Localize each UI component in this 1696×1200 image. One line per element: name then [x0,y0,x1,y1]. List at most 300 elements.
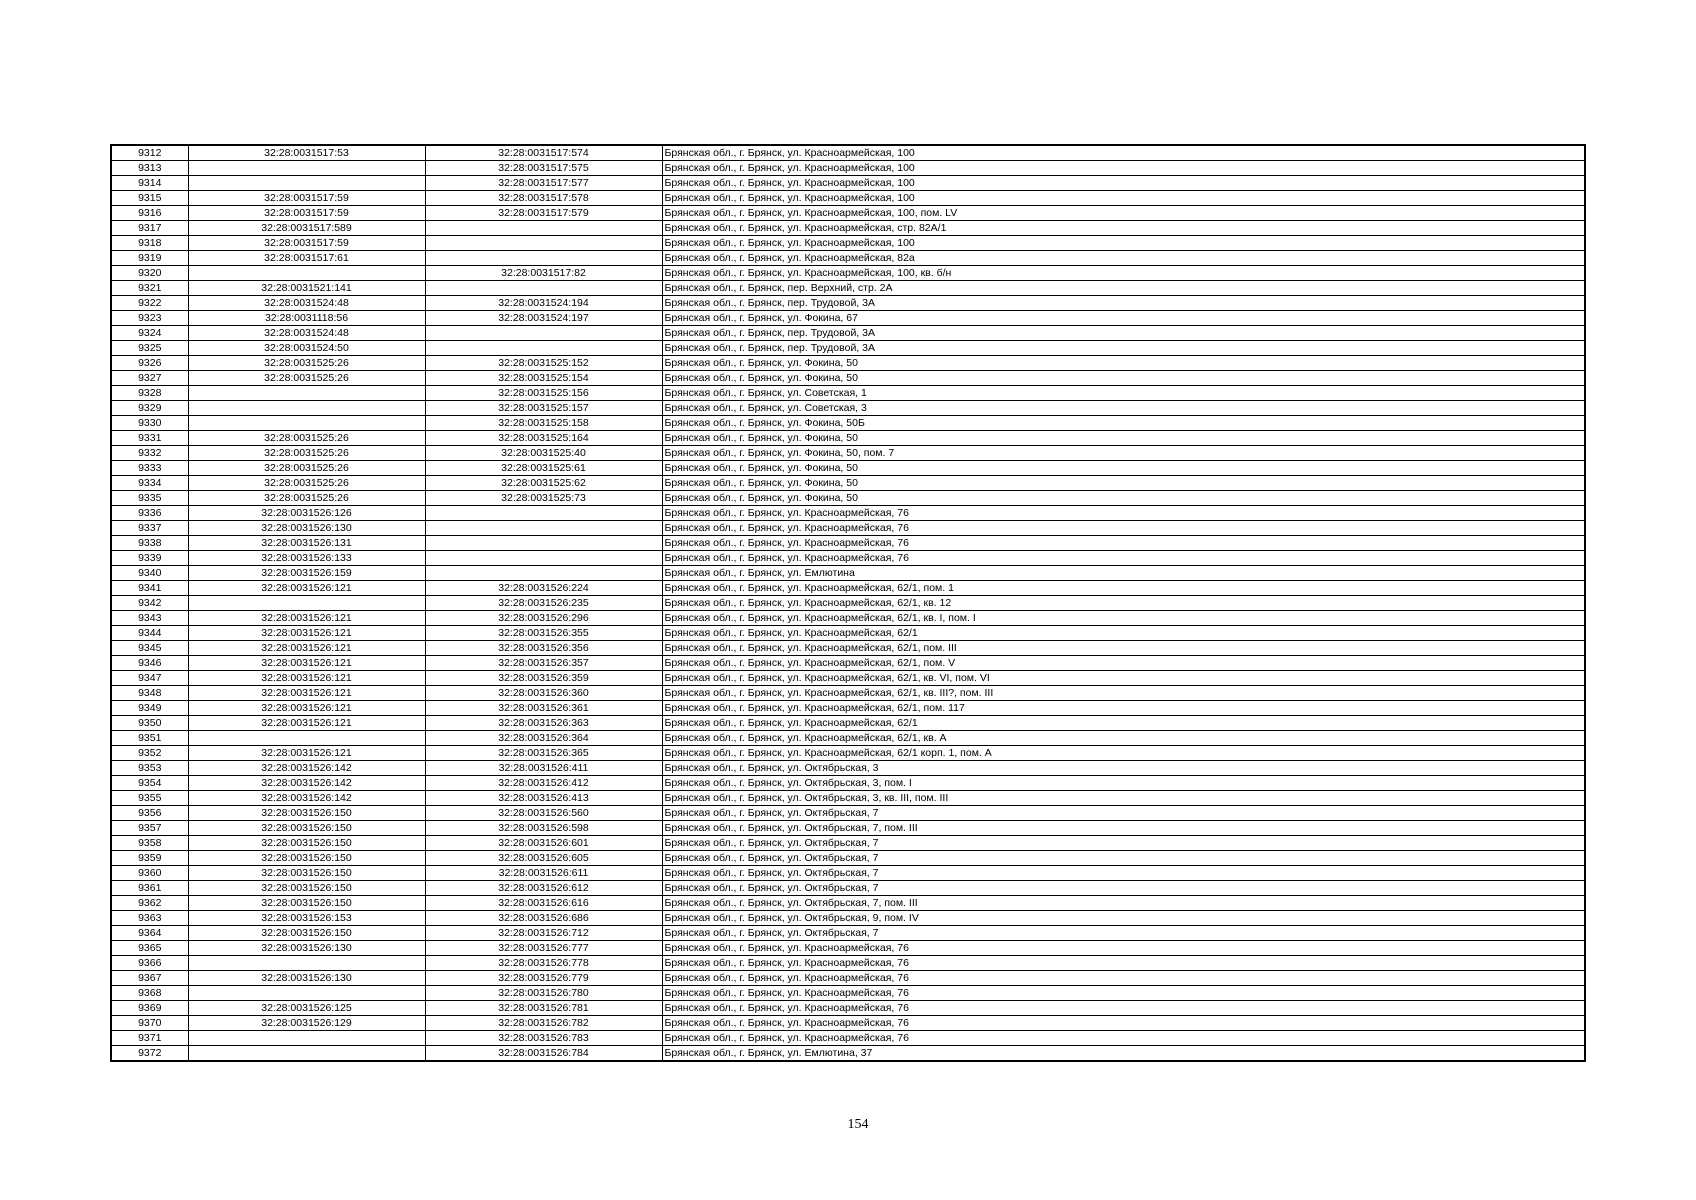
land-cadastral-number-cell: 32:28:0031526:130 [188,941,425,956]
address-cell: Брянская обл., г. Брянск, ул. Октябрьская, 7 [662,806,1585,821]
address-cell: Брянская обл., г. Брянск, ул. Октябрьская, 7 [662,836,1585,851]
table-row [111,701,1585,716]
row-number-cell: 9330 [111,416,188,431]
table-row [111,371,1585,386]
land-cadastral-number-cell: 32:28:0031526:150 [188,851,425,866]
row-number-cell: 9316 [111,206,188,221]
row-number-cell: 9327 [111,371,188,386]
table-row [111,326,1585,341]
object-cadastral-number-cell [425,521,662,536]
object-cadastral-number-cell [425,236,662,251]
table-row [111,281,1585,296]
row-number-cell: 9362 [111,896,188,911]
land-cadastral-number-cell: 32:28:0031524:48 [188,326,425,341]
object-cadastral-number-cell: 32:28:0031526:781 [425,1001,662,1016]
address-cell: Брянская обл., г. Брянск, ул. Красноармейская, 100, пом. LV [662,206,1585,221]
table-row [111,1001,1585,1016]
land-cadastral-number-cell: 32:28:0031526:121 [188,671,425,686]
land-cadastral-number-cell: 32:28:0031526:142 [188,791,425,806]
table-row [111,866,1585,881]
table-row [111,1046,1585,1062]
object-cadastral-number-cell: 32:28:0031526:598 [425,821,662,836]
row-number-cell: 9354 [111,776,188,791]
table-row [111,476,1585,491]
object-cadastral-number-cell [425,506,662,521]
row-number-cell: 9334 [111,476,188,491]
object-cadastral-number-cell: 32:28:0031517:574 [425,145,662,161]
address-cell: Брянская обл., г. Брянск, ул. Октябрьская, 7, пом. III [662,896,1585,911]
object-cadastral-number-cell: 32:28:0031526:780 [425,986,662,1001]
address-cell: Брянская обл., г. Брянск, ул. Фокина, 67 [662,311,1585,326]
land-cadastral-number-cell: 32:28:0031526:129 [188,1016,425,1031]
table-row [111,821,1585,836]
object-cadastral-number-cell: 32:28:0031526:365 [425,746,662,761]
land-cadastral-number-cell: 32:28:0031526:150 [188,821,425,836]
address-cell: Брянская обл., г. Брянск, ул. Октябрьская, 3 [662,761,1585,776]
table-row [111,431,1585,446]
land-cadastral-number-cell [188,1046,425,1062]
row-number-cell: 9347 [111,671,188,686]
table-row [111,836,1585,851]
object-cadastral-number-cell [425,536,662,551]
address-cell: Брянская обл., г. Брянск, ул. Октябрьская, 3, пом. I [662,776,1585,791]
address-cell: Брянская обл., г. Брянск, ул. Красноармейская, 100 [662,145,1585,161]
object-cadastral-number-cell: 32:28:0031526:778 [425,956,662,971]
address-cell: Брянская обл., г. Брянск, ул. Фокина, 50Б [662,416,1585,431]
land-cadastral-number-cell: 32:28:0031525:26 [188,461,425,476]
land-cadastral-number-cell: 32:28:0031526:121 [188,746,425,761]
land-cadastral-number-cell [188,176,425,191]
land-cadastral-number-cell: 32:28:0031517:53 [188,145,425,161]
row-number-cell: 9369 [111,1001,188,1016]
address-cell: Брянская обл., г. Брянск, ул. Фокина, 50 [662,371,1585,386]
table-row [111,1031,1585,1046]
table-row [111,191,1585,206]
row-number-cell: 9359 [111,851,188,866]
object-cadastral-number-cell: 32:28:0031526:779 [425,971,662,986]
object-cadastral-number-cell [425,326,662,341]
row-number-cell: 9340 [111,566,188,581]
object-cadastral-number-cell: 32:28:0031526:777 [425,941,662,956]
object-cadastral-number-cell: 32:28:0031526:601 [425,836,662,851]
row-number-cell: 9351 [111,731,188,746]
land-cadastral-number-cell: 32:28:0031525:26 [188,476,425,491]
table-row [111,296,1585,311]
row-number-cell: 9349 [111,701,188,716]
table-row [111,221,1585,236]
land-cadastral-number-cell: 32:28:0031526:130 [188,521,425,536]
table-row [111,461,1585,476]
land-cadastral-number-cell: 32:28:0031526:121 [188,641,425,656]
address-cell: Брянская обл., г. Брянск, ул. Красноармейская, 62/1 [662,626,1585,641]
land-cadastral-number-cell: 32:28:0031526:150 [188,926,425,941]
row-number-cell: 9337 [111,521,188,536]
address-cell: Брянская обл., г. Брянск, пер. Трудовой, 3А [662,341,1585,356]
address-cell: Брянская обл., г. Брянск, ул. Емлютина, 37 [662,1046,1585,1062]
land-cadastral-number-cell: 32:28:0031526:142 [188,776,425,791]
object-cadastral-number-cell: 32:28:0031526:411 [425,761,662,776]
object-cadastral-number-cell: 32:28:0031526:784 [425,1046,662,1062]
address-cell: Брянская обл., г. Брянск, ул. Красноармейская, 76 [662,941,1585,956]
object-cadastral-number-cell: 32:28:0031525:152 [425,356,662,371]
land-cadastral-number-cell: 32:28:0031517:59 [188,191,425,206]
row-number-cell: 9339 [111,551,188,566]
row-number-cell: 9332 [111,446,188,461]
address-cell: Брянская обл., г. Брянск, ул. Красноармейская, 62/1, кв. А [662,731,1585,746]
address-cell: Брянская обл., г. Брянск, ул. Красноармейская, 76 [662,986,1585,1001]
table-row [111,776,1585,791]
object-cadastral-number-cell: 32:28:0031526:605 [425,851,662,866]
object-cadastral-number-cell: 32:28:0031525:61 [425,461,662,476]
page-number: 154 [847,1117,869,1132]
table-row [111,926,1585,941]
table-row [111,641,1585,656]
table-row [111,686,1585,701]
table-row [111,716,1585,731]
land-cadastral-number-cell: 32:28:0031526:126 [188,506,425,521]
object-cadastral-number-cell: 32:28:0031526:783 [425,1031,662,1046]
address-cell: Брянская обл., г. Брянск, ул. Красноармейская, 62/1, кв. I, пом. I [662,611,1585,626]
address-cell: Брянская обл., г. Брянск, ул. Красноармейская, стр. 82А/1 [662,221,1585,236]
object-cadastral-number-cell: 32:28:0031526:224 [425,581,662,596]
row-number-cell: 9329 [111,401,188,416]
address-cell: Брянская обл., г. Брянск, ул. Октябрьская, 7, пом. III [662,821,1585,836]
land-cadastral-number-cell: 32:28:0031526:121 [188,716,425,731]
row-number-cell: 9372 [111,1046,188,1062]
object-cadastral-number-cell [425,551,662,566]
object-cadastral-number-cell: 32:28:0031525:164 [425,431,662,446]
row-number-cell: 9331 [111,431,188,446]
object-cadastral-number-cell: 32:28:0031526:357 [425,656,662,671]
land-cadastral-number-cell: 32:28:0031526:125 [188,1001,425,1016]
object-cadastral-number-cell: 32:28:0031526:611 [425,866,662,881]
address-cell: Брянская обл., г. Брянск, ул. Советская, 3 [662,401,1585,416]
land-cadastral-number-cell: 32:28:0031517:59 [188,206,425,221]
table-row [111,356,1585,371]
address-cell: Брянская обл., г. Брянск, ул. Красноармейская, 62/1, пом. III [662,641,1585,656]
row-number-cell: 9358 [111,836,188,851]
row-number-cell: 9341 [111,581,188,596]
table-row [111,551,1585,566]
object-cadastral-number-cell: 32:28:0031525:158 [425,416,662,431]
address-cell: Брянская обл., г. Брянск, ул. Красноармейская, 62/1, кв. 12 [662,596,1585,611]
address-cell: Брянская обл., г. Брянск, ул. Красноармейская, 62/1, кв. VI, пом. VI [662,671,1585,686]
address-cell: Брянская обл., г. Брянск, ул. Емлютина [662,566,1585,581]
row-number-cell: 9346 [111,656,188,671]
address-cell: Брянская обл., г. Брянск, ул. Красноармейская, 76 [662,1016,1585,1031]
row-number-cell: 9366 [111,956,188,971]
row-number-cell: 9356 [111,806,188,821]
land-cadastral-number-cell: 32:28:0031526:130 [188,971,425,986]
land-cadastral-number-cell: 32:28:0031526:150 [188,866,425,881]
land-cadastral-number-cell [188,596,425,611]
table-row [111,311,1585,326]
address-cell: Брянская обл., г. Брянск, ул. Октябрьская, 7 [662,866,1585,881]
object-cadastral-number-cell: 32:28:0031525:62 [425,476,662,491]
row-number-cell: 9343 [111,611,188,626]
land-cadastral-number-cell: 32:28:0031526:121 [188,611,425,626]
row-number-cell: 9323 [111,311,188,326]
row-number-cell: 9322 [111,296,188,311]
object-cadastral-number-cell: 32:28:0031526:296 [425,611,662,626]
table-row [111,626,1585,641]
table-row [111,581,1585,596]
row-number-cell: 9313 [111,161,188,176]
row-number-cell: 9320 [111,266,188,281]
address-cell: Брянская обл., г. Брянск, ул. Фокина, 50 [662,431,1585,446]
object-cadastral-number-cell [425,566,662,581]
row-number-cell: 9342 [111,596,188,611]
address-cell: Брянская обл., г. Брянск, ул. Красноармейская, 62/1, пом. 117 [662,701,1585,716]
object-cadastral-number-cell: 32:28:0031526:355 [425,626,662,641]
land-cadastral-number-cell: 32:28:0031517:59 [188,236,425,251]
object-cadastral-number-cell: 32:28:0031525:154 [425,371,662,386]
land-cadastral-number-cell: 32:28:0031526:131 [188,536,425,551]
object-cadastral-number-cell: 32:28:0031517:579 [425,206,662,221]
land-cadastral-number-cell: 32:28:0031526:121 [188,686,425,701]
address-cell: Брянская обл., г. Брянск, ул. Фокина, 50, пом. 7 [662,446,1585,461]
address-cell: Брянская обл., г. Брянск, ул. Октябрьская, 7 [662,881,1585,896]
address-cell: Брянская обл., г. Брянск, ул. Красноармейская, 76 [662,506,1585,521]
object-cadastral-number-cell: 32:28:0031526:364 [425,731,662,746]
land-cadastral-number-cell: 32:28:0031525:26 [188,371,425,386]
table-row [111,731,1585,746]
object-cadastral-number-cell: 32:28:0031517:577 [425,176,662,191]
table-row [111,761,1585,776]
object-cadastral-number-cell: 32:28:0031524:194 [425,296,662,311]
object-cadastral-number-cell: 32:28:0031526:560 [425,806,662,821]
land-cadastral-number-cell [188,986,425,1001]
table-row [111,506,1585,521]
land-cadastral-number-cell: 32:28:0031517:61 [188,251,425,266]
table-row [111,596,1585,611]
address-cell: Брянская обл., г. Брянск, пер. Трудовой, 3А [662,326,1585,341]
object-cadastral-number-cell: 32:28:0031526:235 [425,596,662,611]
land-cadastral-number-cell: 32:28:0031526:150 [188,881,425,896]
table-row [111,521,1585,536]
land-cadastral-number-cell: 32:28:0031526:153 [188,911,425,926]
table-row [111,161,1585,176]
address-cell: Брянская обл., г. Брянск, ул. Красноармейская, 62/1, пом. V [662,656,1585,671]
object-cadastral-number-cell: 32:28:0031526:782 [425,1016,662,1031]
table-row [111,671,1585,686]
row-number-cell: 9361 [111,881,188,896]
land-cadastral-number-cell: 32:28:0031524:50 [188,341,425,356]
table-row [111,446,1585,461]
table-row [111,176,1585,191]
object-cadastral-number-cell: 32:28:0031517:575 [425,161,662,176]
address-cell: Брянская обл., г. Брянск, ул. Красноармейская, 62/1, пом. 1 [662,581,1585,596]
object-cadastral-number-cell: 32:28:0031517:578 [425,191,662,206]
land-cadastral-number-cell: 32:28:0031526:121 [188,701,425,716]
land-cadastral-number-cell: 32:28:0031525:26 [188,356,425,371]
table-row [111,491,1585,506]
address-cell: Брянская обл., г. Брянск, ул. Красноармейская, 76 [662,956,1585,971]
object-cadastral-number-cell: 32:28:0031526:686 [425,911,662,926]
row-number-cell: 9353 [111,761,188,776]
table-row [111,956,1585,971]
row-number-cell: 9335 [111,491,188,506]
land-cadastral-number-cell [188,416,425,431]
land-cadastral-number-cell [188,1031,425,1046]
address-cell: Брянская обл., г. Брянск, ул. Октябрьская, 3, кв. III, пом. III [662,791,1585,806]
object-cadastral-number-cell: 32:28:0031526:360 [425,686,662,701]
table-row [111,566,1585,581]
table-row [111,851,1585,866]
land-cadastral-number-cell: 32:28:0031526:121 [188,656,425,671]
address-cell: Брянская обл., г. Брянск, ул. Фокина, 50 [662,476,1585,491]
land-cadastral-number-cell [188,161,425,176]
row-number-cell: 9321 [111,281,188,296]
land-cadastral-number-cell [188,731,425,746]
table-row [111,941,1585,956]
land-cadastral-number-cell [188,266,425,281]
land-cadastral-number-cell: 32:28:0031526:150 [188,836,425,851]
address-cell: Брянская обл., г. Брянск, ул. Красноармейская, 76 [662,536,1585,551]
land-cadastral-number-cell: 32:28:0031526:150 [188,896,425,911]
object-cadastral-number-cell: 32:28:0031526:616 [425,896,662,911]
table-row [111,971,1585,986]
row-number-cell: 9355 [111,791,188,806]
address-cell: Брянская обл., г. Брянск, ул. Октябрьская, 7 [662,926,1585,941]
object-cadastral-number-cell: 32:28:0031526:412 [425,776,662,791]
table-row [111,881,1585,896]
table-row [111,791,1585,806]
row-number-cell: 9367 [111,971,188,986]
cadastral-table [110,144,1586,1062]
address-cell: Брянская обл., г. Брянск, ул. Красноармейская, 82а [662,251,1585,266]
object-cadastral-number-cell: 32:28:0031526:712 [425,926,662,941]
address-cell: Брянская обл., г. Брянск, ул. Красноармейская, 62/1 [662,716,1585,731]
land-cadastral-number-cell: 32:28:0031526:133 [188,551,425,566]
table-row [111,251,1585,266]
address-cell: Брянская обл., г. Брянск, ул. Красноармейская, 76 [662,1001,1585,1016]
address-cell: Брянская обл., г. Брянск, ул. Красноармейская, 100 [662,236,1585,251]
table-row [111,266,1585,281]
land-cadastral-number-cell: 32:28:0031526:142 [188,761,425,776]
row-number-cell: 9345 [111,641,188,656]
object-cadastral-number-cell [425,341,662,356]
object-cadastral-number-cell: 32:28:0031517:82 [425,266,662,281]
table-row [111,341,1585,356]
table-row [111,401,1585,416]
land-cadastral-number-cell: 32:28:0031525:26 [188,491,425,506]
address-cell: Брянская обл., г. Брянск, ул. Красноармейская, 76 [662,521,1585,536]
land-cadastral-number-cell [188,386,425,401]
object-cadastral-number-cell [425,221,662,236]
address-cell: Брянская обл., г. Брянск, ул. Октябрьская, 7 [662,851,1585,866]
row-number-cell: 9314 [111,176,188,191]
object-cadastral-number-cell [425,251,662,266]
row-number-cell: 9317 [111,221,188,236]
row-number-cell: 9315 [111,191,188,206]
land-cadastral-number-cell: 32:28:0031524:48 [188,296,425,311]
land-cadastral-number-cell: 32:28:0031525:26 [188,446,425,461]
table-row [111,656,1585,671]
object-cadastral-number-cell: 32:28:0031525:40 [425,446,662,461]
row-number-cell: 9348 [111,686,188,701]
table-row [111,611,1585,626]
address-cell: Брянская обл., г. Брянск, ул. Красноармейская, 100 [662,176,1585,191]
row-number-cell: 9371 [111,1031,188,1046]
object-cadastral-number-cell [425,281,662,296]
object-cadastral-number-cell: 32:28:0031526:612 [425,881,662,896]
row-number-cell: 9344 [111,626,188,641]
row-number-cell: 9338 [111,536,188,551]
land-cadastral-number-cell: 32:28:0031525:26 [188,431,425,446]
land-cadastral-number-cell [188,956,425,971]
row-number-cell: 9352 [111,746,188,761]
table-row [111,1016,1585,1031]
row-number-cell: 9333 [111,461,188,476]
row-number-cell: 9365 [111,941,188,956]
row-number-cell: 9357 [111,821,188,836]
row-number-cell: 9328 [111,386,188,401]
row-number-cell: 9360 [111,866,188,881]
row-number-cell: 9318 [111,236,188,251]
object-cadastral-number-cell: 32:28:0031526:359 [425,671,662,686]
row-number-cell: 9319 [111,251,188,266]
land-cadastral-number-cell: 32:28:0031526:121 [188,626,425,641]
address-cell: Брянская обл., г. Брянск, ул. Фокина, 50 [662,491,1585,506]
table-row [111,536,1585,551]
land-cadastral-number-cell: 32:28:0031526:150 [188,806,425,821]
land-cadastral-number-cell: 32:28:0031118:56 [188,311,425,326]
object-cadastral-number-cell: 32:28:0031526:361 [425,701,662,716]
table-row [111,236,1585,251]
address-cell: Брянская обл., г. Брянск, ул. Красноармейская, 76 [662,1031,1585,1046]
address-cell: Брянская обл., г. Брянск, ул. Советская, 1 [662,386,1585,401]
address-cell: Брянская обл., г. Брянск, ул. Красноармейская, 100 [662,191,1585,206]
address-cell: Брянская обл., г. Брянск, пер. Трудовой, 3А [662,296,1585,311]
object-cadastral-number-cell: 32:28:0031526:413 [425,791,662,806]
address-cell: Брянская обл., г. Брянск, ул. Октябрьская, 9, пом. IV [662,911,1585,926]
table-body [111,145,1585,1061]
row-number-cell: 9325 [111,341,188,356]
object-cadastral-number-cell: 32:28:0031524:197 [425,311,662,326]
row-number-cell: 9336 [111,506,188,521]
table-row [111,145,1585,161]
table-row [111,911,1585,926]
address-cell: Брянская обл., г. Брянск, ул. Красноармейская, 62/1, кв. III?, пом. III [662,686,1585,701]
row-number-cell: 9364 [111,926,188,941]
row-number-cell: 9370 [111,1016,188,1031]
row-number-cell: 9363 [111,911,188,926]
land-cadastral-number-cell: 32:28:0031517:589 [188,221,425,236]
object-cadastral-number-cell: 32:28:0031526:363 [425,716,662,731]
table-row [111,806,1585,821]
row-number-cell: 9312 [111,145,188,161]
address-cell: Брянская обл., г. Брянск, ул. Красноармейская, 76 [662,971,1585,986]
row-number-cell: 9324 [111,326,188,341]
table-row [111,206,1585,221]
address-cell: Брянская обл., г. Брянск, ул. Красноармейская, 76 [662,551,1585,566]
object-cadastral-number-cell: 32:28:0031525:157 [425,401,662,416]
land-cadastral-number-cell: 32:28:0031526:159 [188,566,425,581]
land-cadastral-number-cell [188,401,425,416]
table-row [111,416,1585,431]
object-cadastral-number-cell: 32:28:0031525:156 [425,386,662,401]
address-cell: Брянская обл., г. Брянск, ул. Фокина, 50 [662,461,1585,476]
address-cell: Брянская обл., г. Брянск, ул. Красноармейская, 62/1 корп. 1, пом. А [662,746,1585,761]
table-row [111,896,1585,911]
row-number-cell: 9368 [111,986,188,1001]
table-row [111,386,1585,401]
land-cadastral-number-cell: 32:28:0031526:121 [188,581,425,596]
object-cadastral-number-cell: 32:28:0031525:73 [425,491,662,506]
address-cell: Брянская обл., г. Брянск, ул. Красноармейская, 100 [662,161,1585,176]
land-cadastral-number-cell: 32:28:0031521:141 [188,281,425,296]
